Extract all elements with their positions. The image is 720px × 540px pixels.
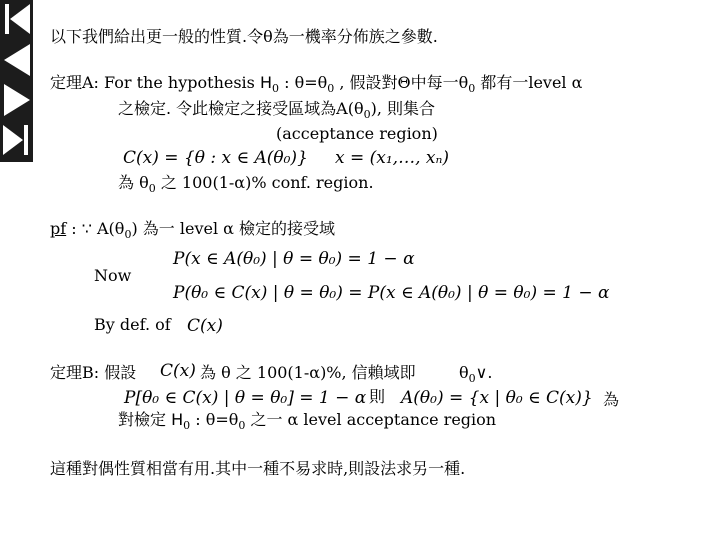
first-slide-button[interactable] (0, 0, 33, 40)
theta0-subscript-2: 0 (468, 82, 476, 96)
dual-line (118, 412, 496, 431)
theta-subscript: 0 (468, 372, 476, 386)
h0-subscript: 0 (272, 82, 279, 96)
theorem-a-line2 (118, 101, 435, 120)
formula-coverage-probability: P(θ₀ ∈ C(x) | θ = θ₀) = P(x ∈ A(θ₀) | θ = θ₀) = 1 − α (173, 283, 610, 303)
dual-rest: : θ=θ (190, 410, 239, 429)
formula-confidence-set: C(x) = {θ : x ∈ A(θ₀)} (123, 148, 308, 168)
proof-line (50, 221, 335, 240)
proof-end: ) 為一 level α 檢定的接受域 (131, 219, 336, 238)
theorem-b-text: 為 θ 之 100(1-α)%, 信賴域即 (200, 363, 416, 382)
conf-rest: 之 100(1-α)% conf. region. (155, 173, 374, 192)
conf-subscript: 0 (148, 182, 156, 196)
last-slide-button[interactable] (0, 120, 33, 160)
now-label: Now (94, 266, 132, 285)
formula-coverage-bracket: P[θ₀ ∈ C(x) | θ = θ₀] = 1 − α (124, 388, 367, 408)
formula-cx-2: C(x) (160, 361, 196, 381)
h0-symbol: H (259, 73, 272, 92)
wei-label: 為 (603, 390, 620, 409)
conclusion-text: 這種對偶性質相當有用.其中一種不易求時,則設法求另一種. (50, 459, 466, 478)
proof-subscript: 0 (124, 228, 132, 242)
dual-subscript: 0 (238, 419, 246, 433)
theta-symbol: θ (459, 363, 469, 382)
theorem-b-prefix: 定理B: 假設 (50, 363, 137, 382)
theorem-a-line1 (50, 75, 582, 94)
theorem-a-text3: 都有一level α (475, 73, 583, 92)
last-slide-icon (0, 120, 33, 160)
theorem-b-theta (459, 365, 492, 384)
slide-navigation-bar (0, 0, 33, 162)
next-slide-button[interactable] (0, 80, 33, 120)
proof-label: pf (50, 219, 67, 238)
dual-end: 之一 α level acceptance region (245, 410, 497, 429)
theorem-a-text: : θ=θ (279, 73, 328, 92)
first-slide-icon (0, 0, 33, 40)
previous-slide-icon (0, 40, 33, 80)
acceptance-region-label: (acceptance region) (276, 124, 438, 143)
previous-slide-button[interactable] (0, 40, 33, 80)
formula-cx: C(x) (187, 316, 223, 336)
theta0-subscript: 0 (327, 82, 335, 96)
theorem-a-line2-text: 之檢定. 令此檢定之接受區域為A(θ (118, 99, 364, 118)
theorem-a-prefix: 定理A: For the hypothesis (50, 73, 260, 92)
theorem-b-dot: ∨. (475, 363, 493, 382)
conf-region-line (118, 175, 374, 194)
next-slide-icon (0, 80, 33, 120)
then-label: 則 (369, 387, 386, 406)
by-definition-label: By def. of (94, 315, 171, 334)
proof-text: : ∵ A(θ (66, 219, 125, 238)
conf-prefix: 為 θ (118, 173, 149, 192)
theorem-a-line2-end: ), 則集合 (370, 99, 436, 118)
dual-prefix: 對檢定 (118, 410, 172, 429)
theorem-a-text2: , 假設對Θ中每一θ (334, 73, 469, 92)
theta0-subscript-3: 0 (363, 108, 371, 122)
formula-sample-vector: x = (x₁,…, xₙ) (335, 148, 449, 168)
dual-h-subscript: 0 (183, 419, 191, 433)
dual-h-symbol: H (171, 410, 184, 429)
intro-text: 以下我們給出更一般的性質.令θ為一機率分佈族之參數. (50, 27, 438, 46)
formula-acceptance-set: A(θ₀) = {x | θ₀ ∈ C(x)} (401, 388, 593, 408)
formula-acceptance-probability: P(x ∈ A(θ₀) | θ = θ₀) = 1 − α (173, 249, 415, 269)
